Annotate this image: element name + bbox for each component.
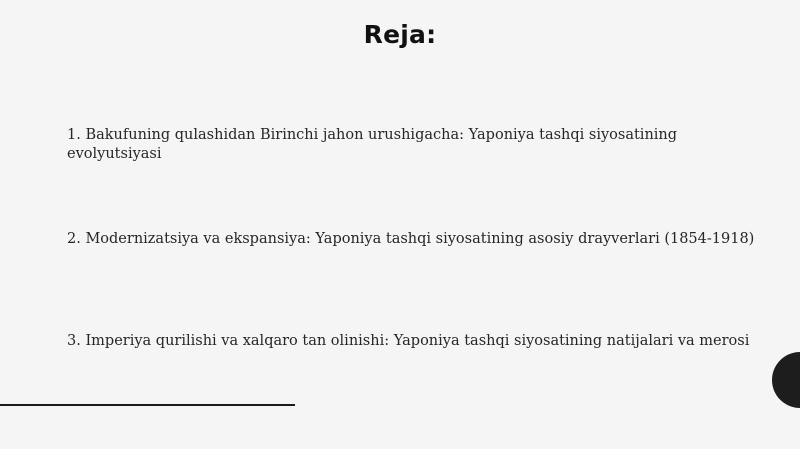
decorative-divider-line [0, 404, 295, 406]
slide-title: Reja: [363, 20, 437, 49]
plan-item-2: 2. Modernizatsiya va ekspansiya: Yaponiya tashqi siyosatining asosiy drayverlari (1854-1918) [67, 231, 755, 247]
plan-item-3: 3. Imperiya qurilishi va xalqaro tan olinishi: Yaponiya tashqi siyosatining natijalari va merosi [67, 333, 750, 349]
decorative-circle [772, 352, 800, 408]
plan-item-1: 1. Bakufuning qulashidan Birinchi jahon urushigacha: Yaponiya tashqi siyosatining evolyutsiyasi [67, 127, 678, 162]
